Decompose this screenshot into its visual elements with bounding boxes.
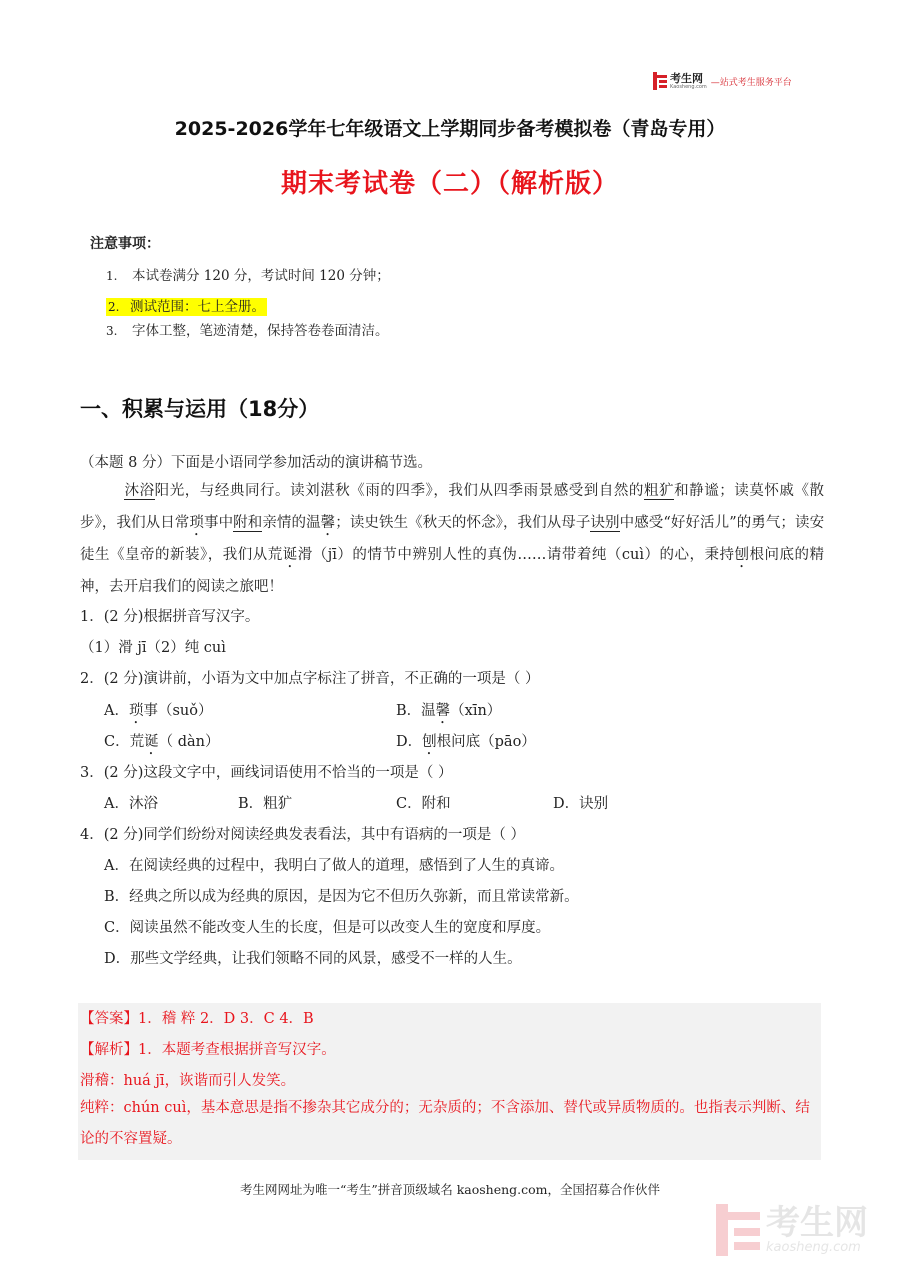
note-text: 测试范围：七上全册。	[130, 299, 265, 315]
watermark-logo-icon	[716, 1204, 760, 1256]
underlined-word: 粗犷	[643, 483, 675, 499]
question-2-option-c: C．荒诞（ dàn）	[104, 734, 220, 750]
question-2-option-a: A．琐事（suǒ）	[104, 703, 213, 719]
answer-line: 【答案】1．稽 粹 2．D 3．C 4．B	[80, 1011, 314, 1027]
dotted-char: 馨	[320, 515, 336, 531]
note-number: 2.	[108, 300, 120, 314]
underlined-word: 沐浴	[124, 483, 155, 499]
question-3-option-d: D．诀别	[553, 796, 609, 812]
question-1-stem: 1．(2 分)根据拼音写汉字。	[80, 609, 260, 625]
watermark-name: 考生网	[766, 1202, 868, 1243]
note-number: 1.	[106, 269, 118, 283]
question-4-option-a: A．在阅读经典的过程中，我明白了做人的道理，感悟到了人生的真谛。	[104, 858, 564, 874]
logo-name: 考生网	[670, 71, 703, 85]
watermark	[716, 1204, 868, 1256]
question-4-option-c: C．阅读虽然不能改变人生的长度，但是可以改变人生的宽度和厚度。	[104, 920, 551, 936]
question-2-option-d: D．刨根问底（pāo）	[396, 734, 536, 750]
question-3-option-c: C．附和	[396, 796, 451, 812]
exam-subtitle: 期末考试卷（二）（解析版）	[280, 169, 619, 199]
analysis-line: 【解析】1．本题考查根据拼音写汉字。	[80, 1042, 336, 1058]
speech-passage: 沐浴阳光，与经典同行。读刘湛秋《雨的四季》，我们从四季雨景感受到自然的粗犷和静谧；读莫怀戚《散步》，我们从日常琐事中附和亲情的温馨；读史铁生《秋天的怀念》，我们从母子诀别中感受“好好活儿”的勇气；读安徒生《皇帝的新装》，我们从荒诞滑（jī）的情节中辨别人性的真伪……请带着纯（cuì）的心，秉持刨根问底的精神，去开启我们的阅读之旅吧！	[80, 483, 825, 595]
question-3-option-b: B．粗犷	[238, 796, 293, 812]
dotted-char: 琐	[189, 515, 204, 531]
question-2-stem: 2．(2 分)演讲前，小语为文中加点字标注了拼音，不正确的一项是（ ）	[80, 671, 540, 687]
question-4-stem: 4．(2 分)同学们纷纷对阅读经典发表看法，其中有语病的一项是（ ）	[80, 827, 525, 843]
note-item	[106, 264, 390, 284]
question-intro: （本题 8 分）下面是小语同学参加活动的演讲稿节选。	[80, 455, 432, 471]
notes-title: 注意事项：	[90, 236, 160, 252]
question-3-stem: 3．(2 分)这段文字中，画线词语使用不恰当的一项是（ ）	[80, 765, 453, 781]
question-1-sub: （1）滑 jī（2）纯 cuì	[80, 640, 226, 656]
watermark-domain: kaosheng.com	[766, 1239, 861, 1255]
underlined-word: 诀别	[590, 515, 620, 531]
question-2-option-b: B．温馨（xīn）	[396, 703, 502, 719]
kaosheng-logo	[653, 72, 792, 90]
note-number: 3.	[106, 324, 118, 338]
section-title: 一、积累与运用（18分）	[80, 397, 320, 421]
dotted-char: 诞	[144, 734, 159, 750]
exam-title: 2025-2026学年七年级语文上学期同步备考模拟卷（青岛专用）	[174, 118, 726, 140]
page-footer: 考生网网址为唯一“考生”拼音顶级域名 kaosheng.com，全国招募合作伙伴	[239, 1182, 661, 1197]
note-item	[106, 295, 267, 315]
logo-mark-icon	[653, 72, 667, 90]
logo-domain: Kaosheng.com	[670, 83, 707, 90]
underlined-word: 附和	[233, 515, 263, 531]
dotted-char: 馨	[435, 703, 451, 719]
note-text: 字体工整，笔迹清楚，保持答卷卷面清洁。	[132, 323, 389, 339]
question-3-option-a: A．沐浴	[104, 796, 158, 812]
note-text: 本试卷满分 120 分，考试时间 120 分钟；	[132, 268, 390, 284]
dotted-char: 诞	[282, 547, 298, 563]
dotted-char: 刨	[734, 547, 750, 563]
analysis-chuncui: 纯粹：chún cuì，基本意思是指不掺杂其它成分的；无杂质的；不含添加、替代或异质物质的。也指表示判断、结论的不容置疑。	[80, 1100, 810, 1147]
analysis-huaji: 滑稽：huá jī，诙谐而引人发笑。	[80, 1073, 296, 1089]
note-item	[106, 319, 389, 339]
question-4-option-b: B．经典之所以成为经典的原因，是因为它不但历久弥新，而且常读常新。	[104, 889, 579, 905]
dotted-char: 刨	[422, 734, 437, 750]
dotted-char: 琐	[128, 703, 144, 719]
logo-slogan: —站式考生服务平台	[710, 77, 792, 88]
question-4-option-d: D．那些文学经典，让我们领略不同的风景，感受不一样的人生。	[104, 951, 522, 967]
